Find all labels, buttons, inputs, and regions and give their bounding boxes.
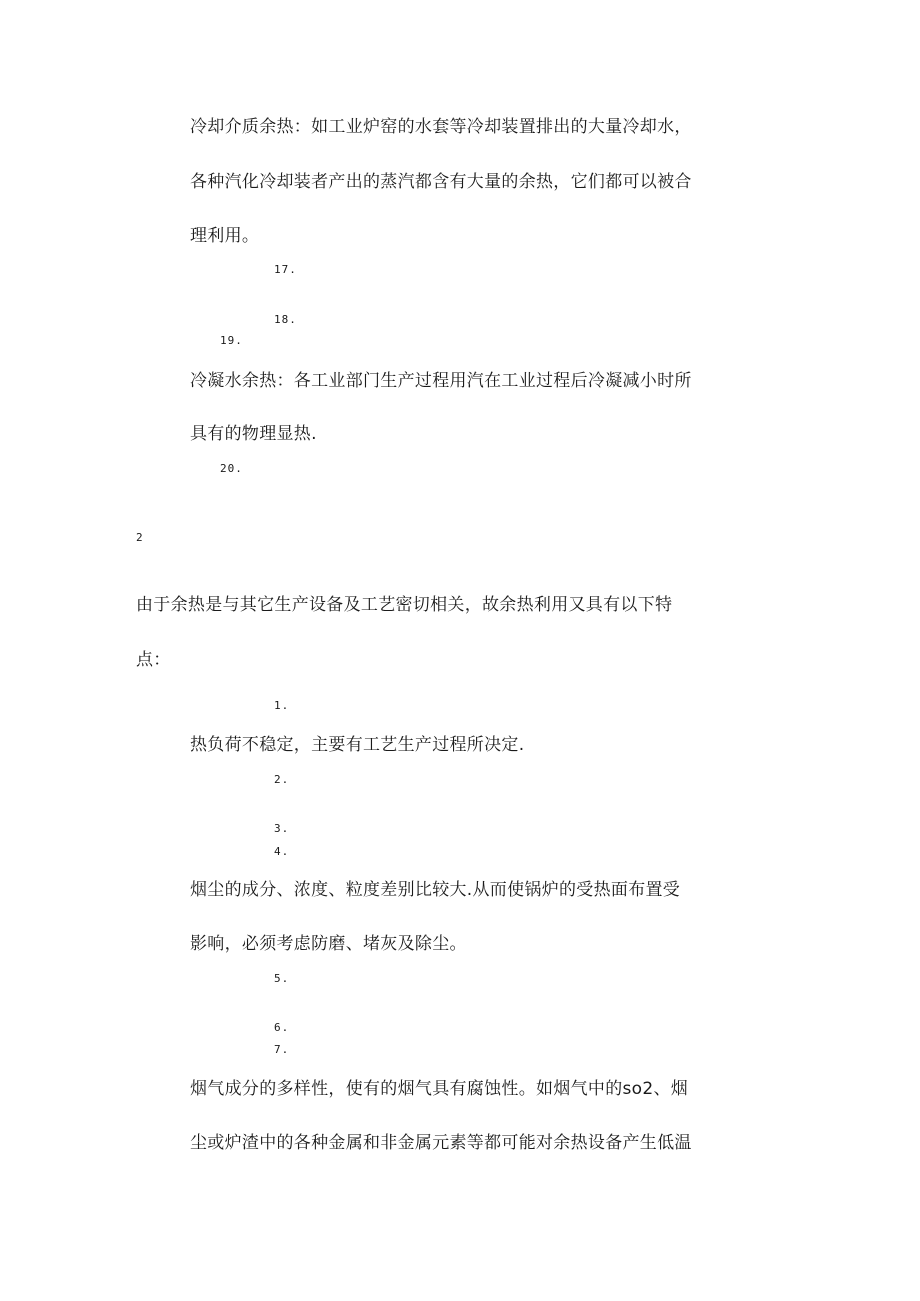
list-marker-4: 4. [274,845,290,858]
paragraph-cooling-medium-line-1: 冷却介质余热：如工业炉窑的水套等冷却装置排出的大量冷却水， [190,117,692,137]
paragraph-intro-line-1: 由于余热是与其它生产设备及工艺密切相关，故余热利用又具有以下特 [136,595,673,615]
paragraph-cooling-medium-line-2: 各种汽化冷却装者产出的蒸汽都含有大量的余热，它们都可以被合 [190,172,692,192]
point-dust-line-2: 影响，必须考虑防磨、堵灰及除尘。 [190,934,467,954]
point-heat-load: 热负荷不稳定，主要有工艺生产过程所决定. [190,735,525,755]
point-flue-gas-line-2: 尘或炉渣中的各种金属和非金属元素等都可能对余热设备产生低温 [190,1133,692,1153]
list-marker-7: 7. [274,1043,290,1056]
point-flue-gas-line-1: 烟气成分的多样性，使有的烟气具有腐蚀性。如烟气中的so2、烟 [190,1079,689,1099]
paragraph-condensate-line-1: 冷凝水余热：各工业部门生产过程用汽在工业过程后冷凝减小时所 [190,371,692,391]
list-marker-1: 1. [274,699,290,712]
list-marker-20: 20. [220,462,243,475]
list-marker-5: 5. [274,972,290,985]
point-dust-line-1: 烟尘的成分、浓度、粒度差别比较大.从而使锅炉的受热面布置受 [190,880,681,900]
list-marker-17: 17. [274,263,297,276]
section-number: 2 [136,531,144,544]
list-marker-6: 6. [274,1021,290,1034]
paragraph-cooling-medium-line-3: 理利用。 [190,226,260,246]
list-marker-19: 19. [220,334,243,347]
paragraph-condensate-line-2: 具有的物理显热. [190,424,317,444]
list-marker-18: 18. [274,313,297,326]
list-marker-3: 3. [274,822,290,835]
list-marker-2: 2. [274,773,290,786]
paragraph-intro-line-2: 点： [136,650,171,670]
